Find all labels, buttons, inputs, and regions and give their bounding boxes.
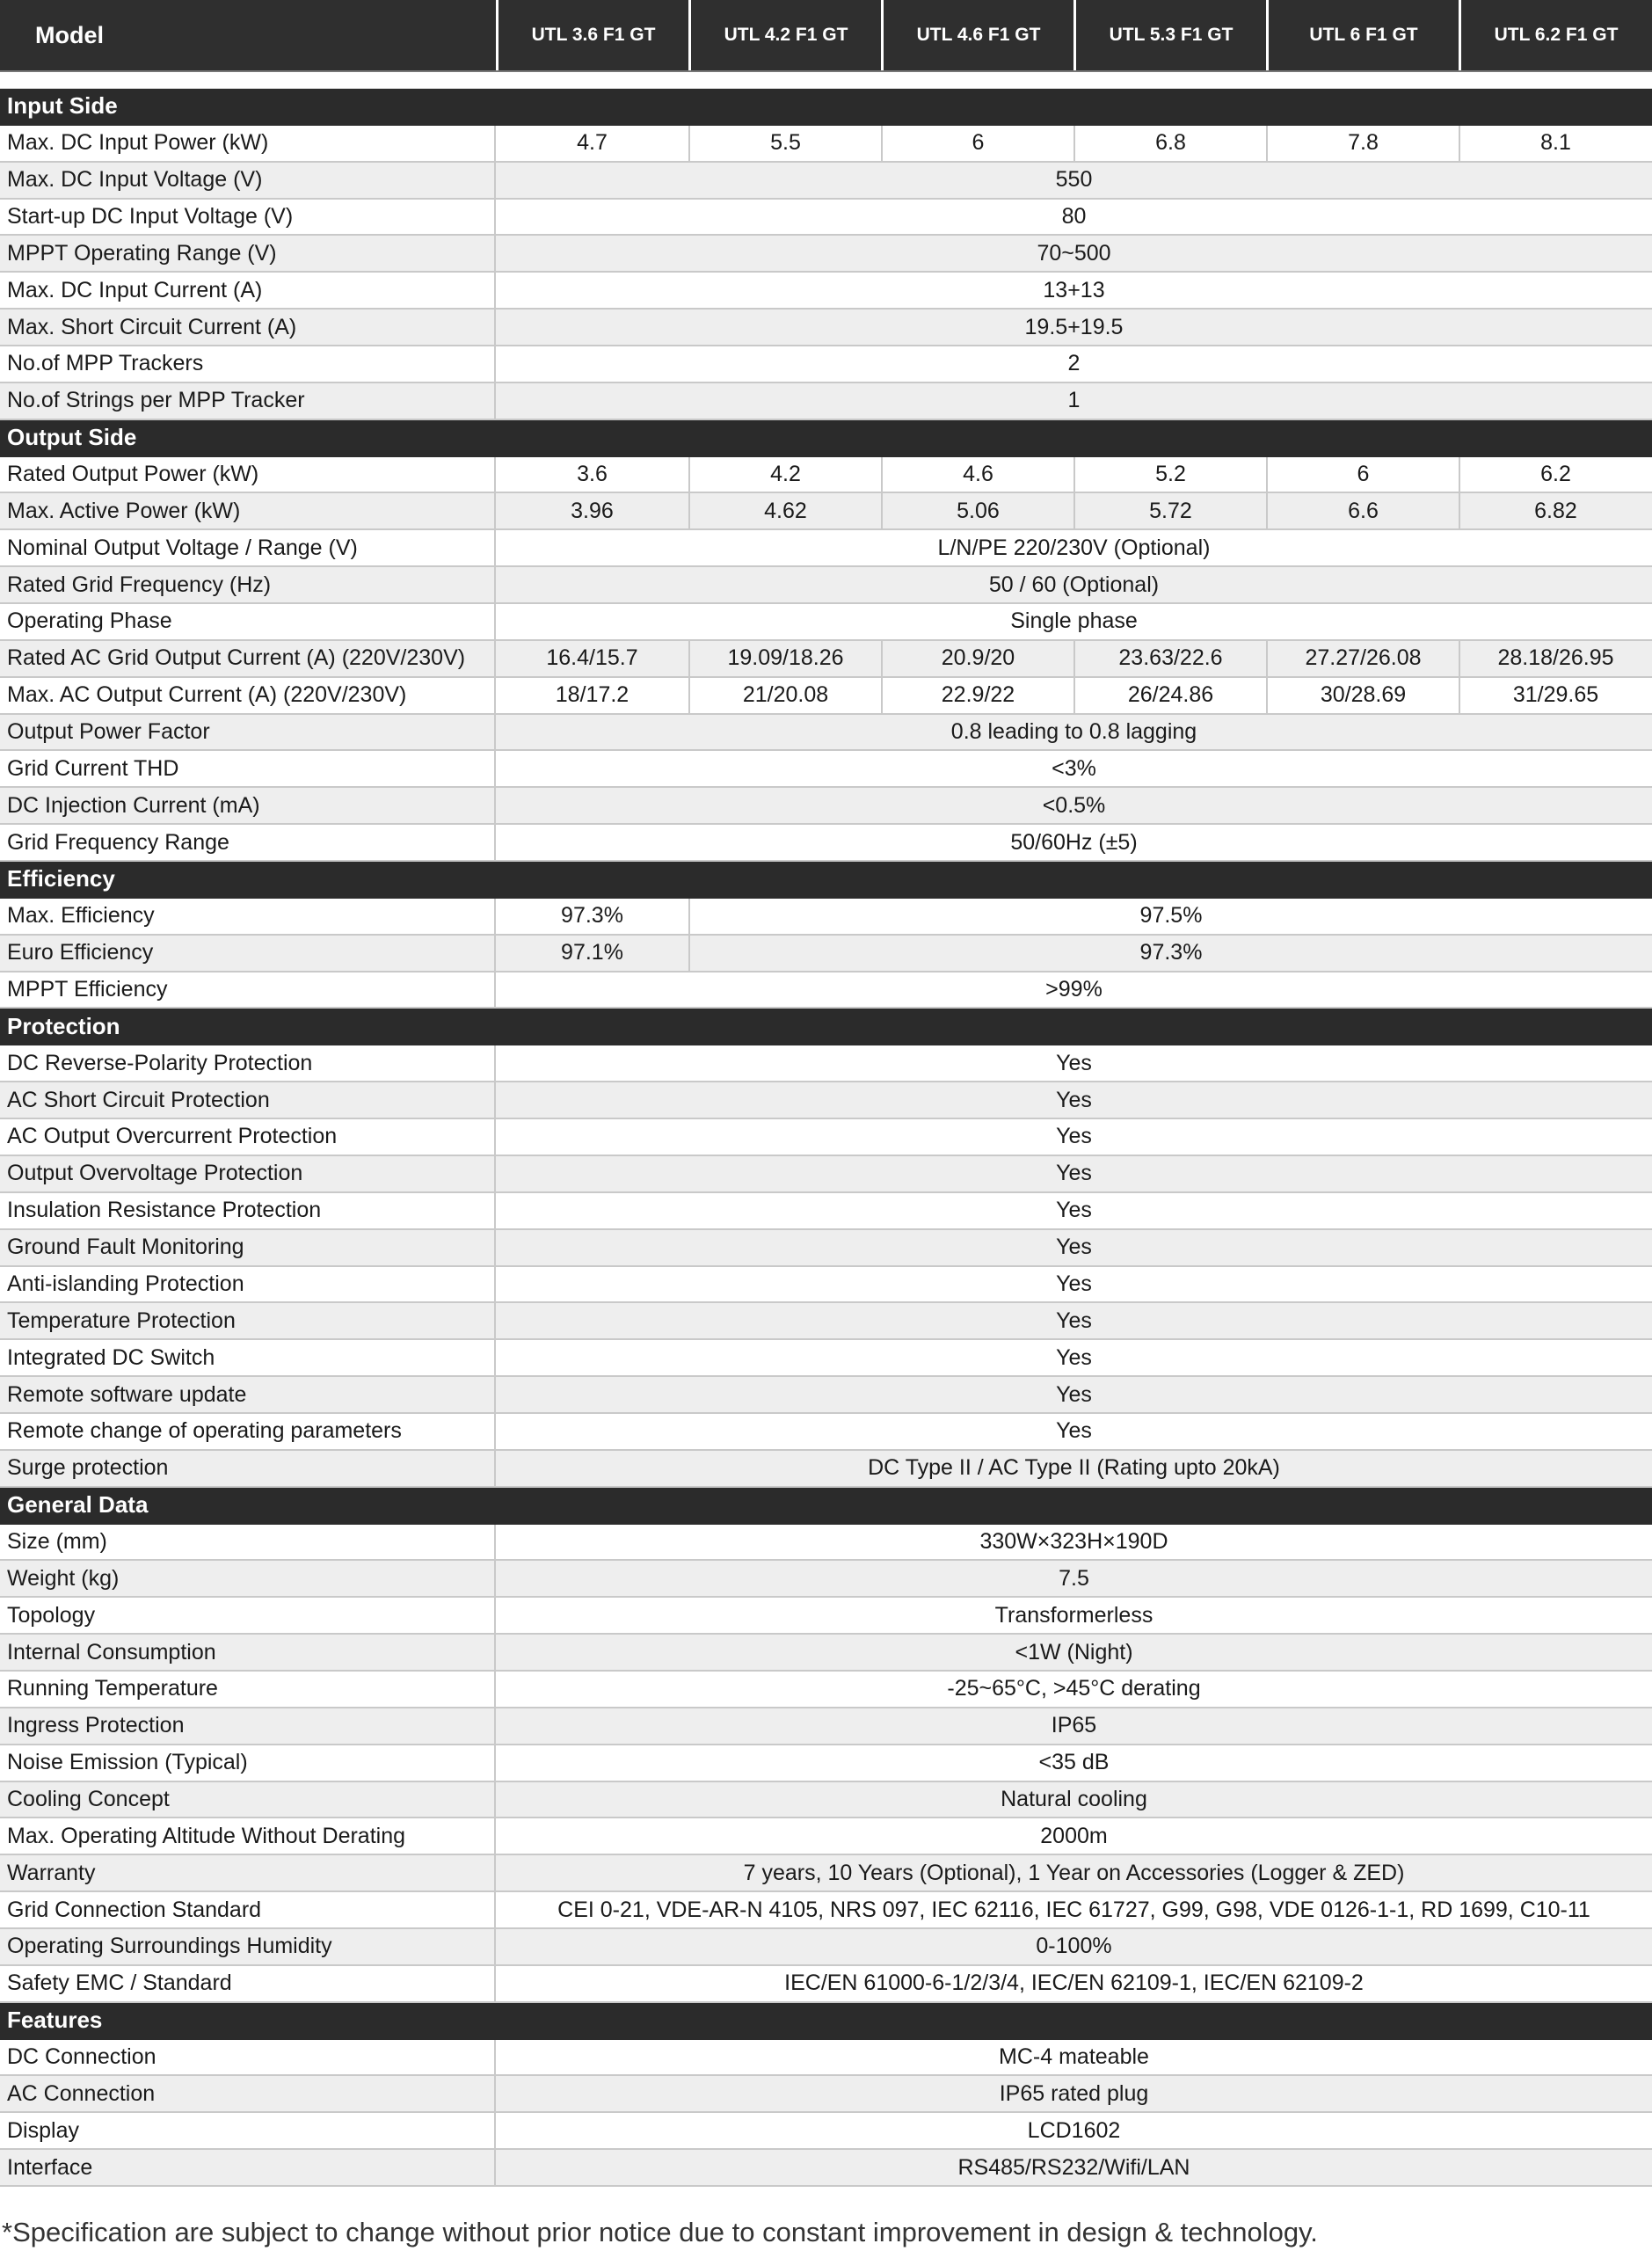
spec-value: 4.6 [881, 457, 1073, 492]
section-header-row [0, 1009, 1652, 1045]
spec-value: >99% [1045, 977, 1103, 1002]
spec-row [0, 1561, 1652, 1598]
spec-value: 80 [1061, 204, 1087, 229]
spec-row [0, 936, 1652, 973]
spec-values [496, 2040, 1652, 2075]
spec-values [496, 530, 1652, 565]
spec-value: 5.72 [1073, 493, 1266, 528]
spec-row [0, 200, 1652, 237]
spec-row [0, 1745, 1652, 1782]
spec-value: <3% [1052, 755, 1096, 781]
spec-row [0, 1892, 1652, 1929]
spec-values [496, 457, 1652, 492]
spec-label: Max. DC Input Power (kW) [0, 126, 496, 161]
spec-row [0, 163, 1652, 200]
section-title: Input Side [7, 92, 118, 120]
spec-row [0, 1303, 1652, 1340]
spec-row [0, 1525, 1652, 1562]
footnote: *Specification are subject to change without prior notice due to constant improvement in design & technology. [2, 2217, 1318, 2247]
spec-values [496, 604, 1652, 639]
spec-label: No.of Strings per MPP Tracker [0, 383, 496, 419]
spec-value: 330W×323H×190D [979, 1528, 1168, 1554]
spec-label: Size (mm) [0, 1525, 496, 1560]
spec-value: Yes [1056, 1087, 1092, 1112]
spec-values [496, 1525, 1652, 1560]
spec-values [496, 1082, 1652, 1118]
spec-values [496, 1230, 1652, 1265]
spec-label: AC Short Circuit Protection [0, 1082, 496, 1118]
spec-label: Max. DC Input Voltage (V) [0, 163, 496, 198]
spec-value: Natural cooling [1001, 1786, 1147, 1811]
spec-label: MPPT Operating Range (V) [0, 236, 496, 271]
spec-value: 5.06 [881, 493, 1073, 528]
spec-value: 6.82 [1459, 493, 1651, 528]
spec-label: No.of MPP Trackers [0, 346, 496, 382]
spec-label: Output Power Factor [0, 715, 496, 750]
spec-values [496, 825, 1652, 860]
section-header-row [0, 2003, 1652, 2040]
spec-values [496, 1855, 1652, 1890]
spec-row [0, 1230, 1652, 1267]
spec-value: 30/28.69 [1266, 678, 1459, 713]
spec-label: Start-up DC Input Voltage (V) [0, 200, 496, 235]
spec-value: Yes [1056, 1308, 1092, 1333]
spec-label: Noise Emission (Typical) [0, 1745, 496, 1781]
spec-row [0, 2076, 1652, 2113]
spec-row [0, 383, 1652, 420]
spec-value: 70~500 [1037, 240, 1111, 266]
spec-label: Interface [0, 2150, 496, 2185]
spec-value: 3.96 [571, 498, 614, 523]
spec-values [496, 310, 1652, 345]
spec-label: Rated AC Grid Output Current (A) (220V/230V) [0, 641, 496, 676]
spec-value: Yes [1056, 1050, 1092, 1075]
spec-row [0, 1818, 1652, 1855]
spec-label: Max. DC Input Current (A) [0, 273, 496, 308]
spec-label: Max. Operating Altitude Without Derating [0, 1818, 496, 1854]
model-header-row [0, 0, 1652, 72]
spec-row [0, 1414, 1652, 1451]
spec-values [496, 273, 1652, 308]
spec-values [496, 751, 1652, 786]
spec-values [496, 1193, 1652, 1228]
spec-value: Yes [1056, 1381, 1092, 1407]
spec-values [496, 1303, 1652, 1338]
spec-value: IP65 [1051, 1713, 1097, 1738]
spec-values [496, 641, 1652, 676]
model-column-header: UTL 3.6 F1 GT [496, 0, 688, 70]
spec-value: IEC/EN 61000-6-1/2/3/4, IEC/EN 62109-1, IEC/EN 62109-2 [784, 1971, 1364, 1996]
spec-row [0, 1855, 1652, 1892]
spec-values [496, 1966, 1652, 2001]
spec-row [0, 1267, 1652, 1304]
spec-value: Transformerless [994, 1602, 1153, 1628]
spec-values [496, 936, 1652, 971]
spec-value: Yes [1056, 1198, 1092, 1223]
spec-label: Ingress Protection [0, 1708, 496, 1744]
spec-label: Max. AC Output Current (A) (220V/230V) [0, 678, 496, 713]
spec-value: 21/20.08 [688, 678, 881, 713]
spec-value: Yes [1056, 1124, 1092, 1149]
spec-value: -25~65°C, >45°C derating [947, 1676, 1201, 1701]
spec-values [496, 1119, 1652, 1155]
spec-row [0, 1340, 1652, 1377]
section-title: General Data [7, 1491, 149, 1519]
spec-row [0, 1119, 1652, 1156]
spec-value: 97.5% [688, 899, 1652, 934]
spec-row [0, 530, 1652, 567]
spec-row [0, 567, 1652, 604]
spec-value: 0-100% [1036, 1934, 1112, 1959]
spec-values [496, 1267, 1652, 1302]
spec-label: DC Injection Current (mA) [0, 788, 496, 823]
spec-value: Single phase [1010, 608, 1138, 634]
spec-value: 550 [1055, 167, 1093, 193]
spec-value: 7.5 [1059, 1565, 1089, 1591]
spec-values [496, 383, 1652, 419]
spec-label: Warranty [0, 1855, 496, 1890]
spec-row [0, 715, 1652, 752]
spec-value: 13+13 [1043, 277, 1105, 302]
spec-value: <35 dB [1038, 1750, 1110, 1775]
spec-label: DC Reverse-Polarity Protection [0, 1045, 496, 1081]
spec-value: 3.6 [577, 462, 608, 487]
spec-label: Integrated DC Switch [0, 1340, 496, 1375]
spec-row [0, 310, 1652, 346]
spec-values [496, 715, 1652, 750]
spec-values [496, 1045, 1652, 1081]
model-column-header: UTL 6.2 F1 GT [1459, 0, 1651, 70]
spec-values [496, 1782, 1652, 1818]
spec-row [0, 346, 1652, 383]
spec-label: Nominal Output Voltage / Range (V) [0, 530, 496, 565]
spec-label: Insulation Resistance Protection [0, 1193, 496, 1228]
spec-label: Max. Efficiency [0, 899, 496, 934]
spec-label: Max. Short Circuit Current (A) [0, 310, 496, 345]
spec-value: 4.62 [688, 493, 881, 528]
spec-label: DC Connection [0, 2040, 496, 2075]
spec-label: Grid Connection Standard [0, 1892, 496, 1927]
spec-row [0, 457, 1652, 494]
spec-value: 7 years, 10 Years (Optional), 1 Year on Accessories (Logger & ZED) [743, 1860, 1405, 1885]
spec-row [0, 1082, 1652, 1119]
spec-row [0, 2113, 1652, 2150]
spec-value: 27.27/26.08 [1266, 641, 1459, 676]
section-title: Features [7, 2007, 103, 2034]
spec-label: Remote software update [0, 1377, 496, 1412]
spec-row [0, 825, 1652, 862]
spec-row [0, 1045, 1652, 1082]
section-title: Protection [7, 1012, 120, 1039]
spec-values [496, 2076, 1652, 2111]
spec-value: 97.3% [688, 936, 1652, 971]
spec-row [0, 236, 1652, 273]
spec-value: 5.5 [688, 126, 881, 161]
spec-row [0, 2040, 1652, 2077]
spec-value: Yes [1056, 1344, 1092, 1370]
spec-row [0, 604, 1652, 641]
spec-label: Ground Fault Monitoring [0, 1230, 496, 1265]
spec-value: 2 [1067, 351, 1081, 376]
spec-row [0, 973, 1652, 1009]
spec-values [496, 899, 1652, 934]
spec-value: 97.3% [561, 903, 623, 929]
spec-label: Rated Output Power (kW) [0, 457, 496, 492]
spec-row [0, 273, 1652, 310]
section-title: Efficiency [7, 865, 115, 892]
spec-value: IP65 rated plug [999, 2080, 1149, 2106]
spec-label: Display [0, 2113, 496, 2148]
spec-value: RS485/RS232/Wifi/LAN [957, 2154, 1190, 2180]
spec-row [0, 1156, 1652, 1193]
spec-value: L/N/PE 220/230V (Optional) [937, 535, 1211, 560]
section-header-row [0, 1488, 1652, 1525]
spec-label: Cooling Concept [0, 1782, 496, 1818]
spec-values [496, 788, 1652, 823]
spec-row [0, 1782, 1652, 1819]
spec-value: MC-4 mateable [999, 2043, 1149, 2069]
spec-row [0, 1193, 1652, 1230]
spec-value: LCD1602 [1027, 2117, 1121, 2143]
spec-value: 4.7 [577, 130, 608, 156]
spec-values [496, 2113, 1652, 2148]
spec-row [0, 678, 1652, 715]
spec-value: <1W (Night) [1015, 1639, 1133, 1665]
spec-value: CEI 0-21, VDE-AR-N 4105, NRS 097, IEC 62116, IEC 61727, G99, G98, VDE 0126-1-1, RD 1699, C10-11 [557, 1897, 1590, 1922]
spec-value: 19.5+19.5 [1024, 314, 1124, 339]
spec-label: Grid Current THD [0, 751, 496, 786]
spec-value: 50 / 60 (Optional) [988, 572, 1160, 597]
spec-label: Topology [0, 1598, 496, 1633]
header-spacer [0, 72, 1652, 89]
spec-value: 1 [1067, 388, 1081, 413]
spec-value: 6 [1266, 457, 1459, 492]
spec-label: Operating Surroundings Humidity [0, 1929, 496, 1964]
spec-value: 8.1 [1459, 126, 1651, 161]
spec-values [496, 2150, 1652, 2185]
spec-values [496, 126, 1652, 161]
spec-row [0, 1966, 1652, 2003]
spec-label: Temperature Protection [0, 1303, 496, 1338]
spec-row [0, 1929, 1652, 1966]
spec-value: 6.8 [1073, 126, 1266, 161]
spec-values [496, 493, 1652, 528]
spec-label: Running Temperature [0, 1672, 496, 1707]
spec-label: Operating Phase [0, 604, 496, 639]
model-column-header: UTL 6 F1 GT [1266, 0, 1459, 70]
spec-row [0, 788, 1652, 825]
spec-label: Surge protection [0, 1451, 496, 1486]
spec-value: 7.8 [1266, 126, 1459, 161]
spec-value: 26/24.86 [1073, 678, 1266, 713]
spec-value: Yes [1056, 1161, 1092, 1186]
spec-values [496, 567, 1652, 602]
spec-label: Weight (kg) [0, 1561, 496, 1596]
spec-value: 22.9/22 [881, 678, 1073, 713]
spec-value: 4.2 [688, 457, 881, 492]
spec-values [496, 1818, 1652, 1854]
spec-value: 0.8 leading to 0.8 lagging [950, 719, 1197, 745]
spec-values [496, 1414, 1652, 1449]
spec-label: Grid Frequency Range [0, 825, 496, 860]
spec-label: Safety EMC / Standard [0, 1966, 496, 2001]
spec-row [0, 493, 1652, 530]
spec-row [0, 1598, 1652, 1635]
spec-values [496, 1672, 1652, 1707]
spec-row [0, 1377, 1652, 1414]
spec-values [496, 1377, 1652, 1412]
spec-value: Yes [1056, 1271, 1092, 1296]
spec-values [496, 1598, 1652, 1633]
model-header-label: Model [35, 21, 104, 48]
spec-label: Remote change of operating parameters [0, 1414, 496, 1449]
spec-value: DC Type II / AC Type II (Rating upto 20kA) [868, 1455, 1280, 1481]
spec-values [496, 1561, 1652, 1596]
spec-values [496, 1892, 1652, 1927]
spec-values [496, 1451, 1652, 1486]
spec-value: 6.2 [1459, 457, 1651, 492]
spec-value: 5.2 [1073, 457, 1266, 492]
model-column-header: UTL 4.6 F1 GT [881, 0, 1073, 70]
spec-label: AC Connection [0, 2076, 496, 2111]
spec-value: 23.63/22.6 [1073, 641, 1266, 676]
spec-values [496, 1929, 1652, 1964]
spec-row [0, 126, 1652, 163]
spec-row [0, 641, 1652, 678]
spec-values [496, 236, 1652, 271]
spec-value: 19.09/18.26 [688, 641, 881, 676]
model-column-header: UTL 4.2 F1 GT [688, 0, 881, 70]
spec-rows [0, 89, 1652, 2187]
model-column-header: UTL 5.3 F1 GT [1073, 0, 1266, 70]
spec-value: 6.6 [1266, 493, 1459, 528]
spec-value: 28.18/26.95 [1459, 641, 1651, 676]
spec-value: 97.1% [561, 940, 623, 965]
spec-values [496, 678, 1652, 713]
spec-values [496, 346, 1652, 382]
section-header-row [0, 89, 1652, 126]
spec-value: <0.5% [1042, 792, 1106, 818]
spec-label: Max. Active Power (kW) [0, 493, 496, 528]
spec-values [496, 1708, 1652, 1744]
spec-row [0, 2150, 1652, 2187]
spec-values [496, 163, 1652, 198]
spec-value: 50/60Hz (±5) [1010, 829, 1138, 855]
spec-label: AC Output Overcurrent Protection [0, 1119, 496, 1155]
spec-value: 6 [881, 126, 1073, 161]
spec-value: 20.9/20 [881, 641, 1073, 676]
spec-label: Rated Grid Frequency (Hz) [0, 567, 496, 602]
spec-values [496, 1340, 1652, 1375]
spec-value: Yes [1056, 1418, 1092, 1444]
spec-value: 31/29.65 [1459, 678, 1651, 713]
spec-value: 2000m [1040, 1823, 1108, 1848]
spec-row [0, 1708, 1652, 1745]
spec-values [496, 200, 1652, 235]
spec-values [496, 1156, 1652, 1191]
spec-row [0, 1451, 1652, 1488]
spec-label: MPPT Efficiency [0, 973, 496, 1008]
spec-label: Euro Efficiency [0, 936, 496, 971]
spec-value: 18/17.2 [555, 682, 630, 708]
spec-row [0, 1672, 1652, 1708]
spec-label: Internal Consumption [0, 1635, 496, 1670]
spec-values [496, 1745, 1652, 1781]
spec-label: Anti-islanding Protection [0, 1267, 496, 1302]
spec-label: Output Overvoltage Protection [0, 1156, 496, 1191]
spec-row [0, 899, 1652, 936]
section-title: Output Side [7, 424, 137, 451]
spec-values [496, 973, 1652, 1008]
section-header-row [0, 420, 1652, 457]
spec-row [0, 1635, 1652, 1672]
spec-row [0, 751, 1652, 788]
spec-values [496, 1635, 1652, 1670]
spec-value: 16.4/15.7 [546, 645, 638, 671]
spec-value: Yes [1056, 1235, 1092, 1260]
section-header-row [0, 862, 1652, 899]
